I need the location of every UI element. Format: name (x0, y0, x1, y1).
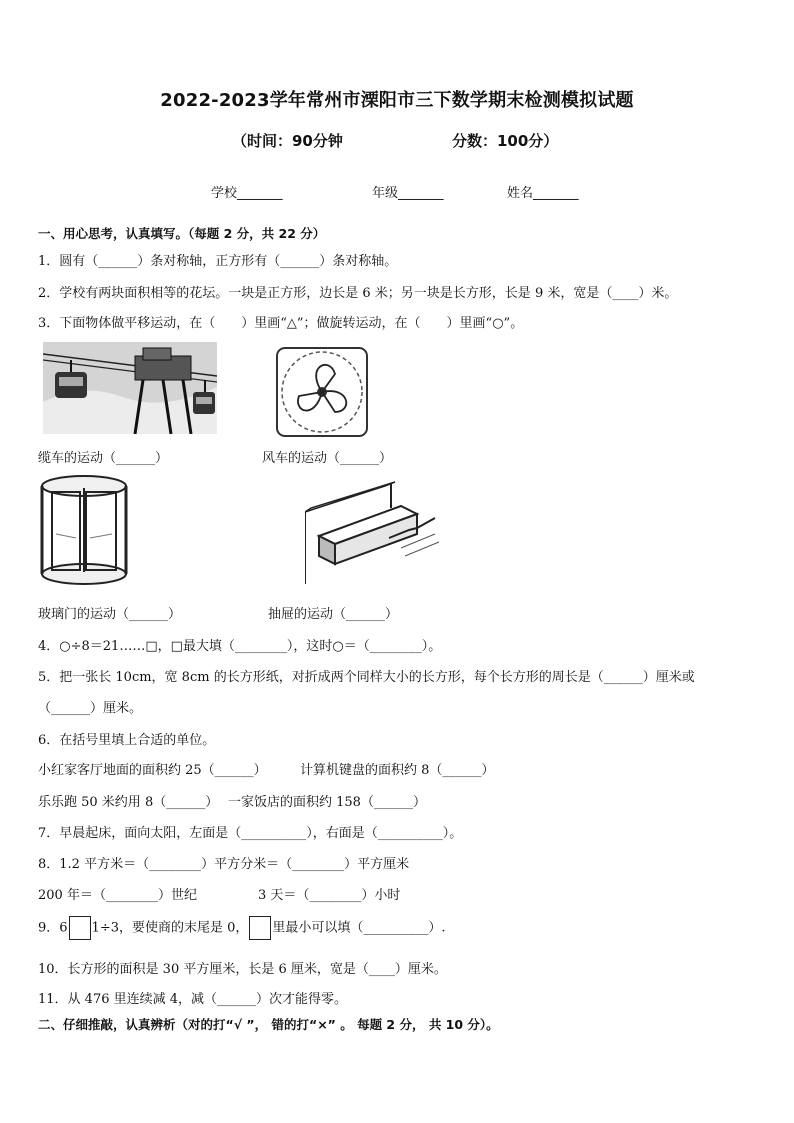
question-9 (38, 916, 446, 940)
question-8b: 200 年＝（________）世纪 (38, 888, 197, 903)
question-6c: 乐乐跑 50 米约用 8（______） (38, 795, 219, 810)
cable-car-image (43, 342, 217, 434)
question-1: 1．圆有（______）条对称轴，正方形有（______）条对称轴。 (38, 254, 398, 269)
question-6: 6．在括号里填上合适的单位。 (38, 733, 216, 748)
name-field: 姓名_______ (507, 186, 579, 201)
revolving-door-caption: 玻璃门的运动（______） (38, 607, 182, 622)
question-6a: 小红家客厅地面的面积约 25（______） (38, 763, 267, 778)
question-8: 8．1.2 平方米＝（________）平方分米＝（________）平方厘米 (38, 857, 410, 872)
exam-score: 分数：100分） (452, 132, 559, 150)
question-6d: 一家饭店的面积约 158（______） (228, 795, 426, 810)
question-3: 3．下面物体做平移运动，在（ ）里画“△”；做旋转运动，在（ ）里画“○”。 (38, 316, 524, 331)
pinwheel-image (275, 346, 369, 438)
question-2: 2．学校有两块面积相等的花坛。一块是正方形，边长是 6 米；另一块是长方形，长是 9 米，宽是（____）米。 (38, 286, 678, 301)
question-5-continued: （______）厘米。 (38, 701, 143, 716)
pinwheel-caption: 风车的运动（______） (262, 451, 393, 466)
exam-time: （时间：90分钟 (232, 132, 343, 150)
question-9-part-3: 里最小可以填（__________）. (272, 920, 446, 936)
revolving-door-image (38, 474, 130, 586)
section-2-heading: 二、仔细推敲，认真辨析（对的打“√ ”， 错的打“×” 。 每题 2 分， 共 10 分）。 (38, 1017, 499, 1032)
section-1-heading: 一、用心思考，认真填写。（每题 2 分，共 22 分） (38, 226, 326, 241)
question-10: 10．长方形的面积是 30 平方厘米，长是 6 厘米，宽是（____）厘米。 (38, 962, 447, 977)
school-field: 学校_______ (211, 186, 283, 201)
cable-car-caption: 缆车的运动（______） (38, 451, 169, 466)
page-title: 2022-2023学年常州市溧阳市三下数学期末检测模拟试题 (160, 90, 634, 111)
drawer-caption: 抽屉的运动（______） (268, 607, 399, 622)
question-4: 4．○÷8＝21……□，□最大填（________），这时○＝（________）。 (38, 639, 442, 654)
drawer-image (305, 478, 447, 584)
question-9-part-2: 1÷3，要使商的末尾是 0， (91, 920, 249, 936)
blank-box (69, 916, 91, 940)
question-5: 5．把一张长 10cm，宽 8cm 的长方形纸，对折成两个同样大小的长方形，每个长方形的周长是（______）厘米或 (38, 670, 695, 685)
question-11: 11．从 476 里连续减 4，减（______）次才能得零。 (38, 992, 348, 1007)
blank-box (249, 916, 271, 940)
question-7: 7．早晨起床，面向太阳，左面是（__________），右面是（__________）。 (38, 826, 463, 841)
grade-field: 年级_______ (372, 186, 444, 201)
question-6b: 计算机键盘的面积约 8（______） (300, 763, 495, 778)
question-9-part-1: 9．6 (38, 920, 68, 936)
question-8c: 3 天＝（________）小时 (258, 888, 401, 903)
